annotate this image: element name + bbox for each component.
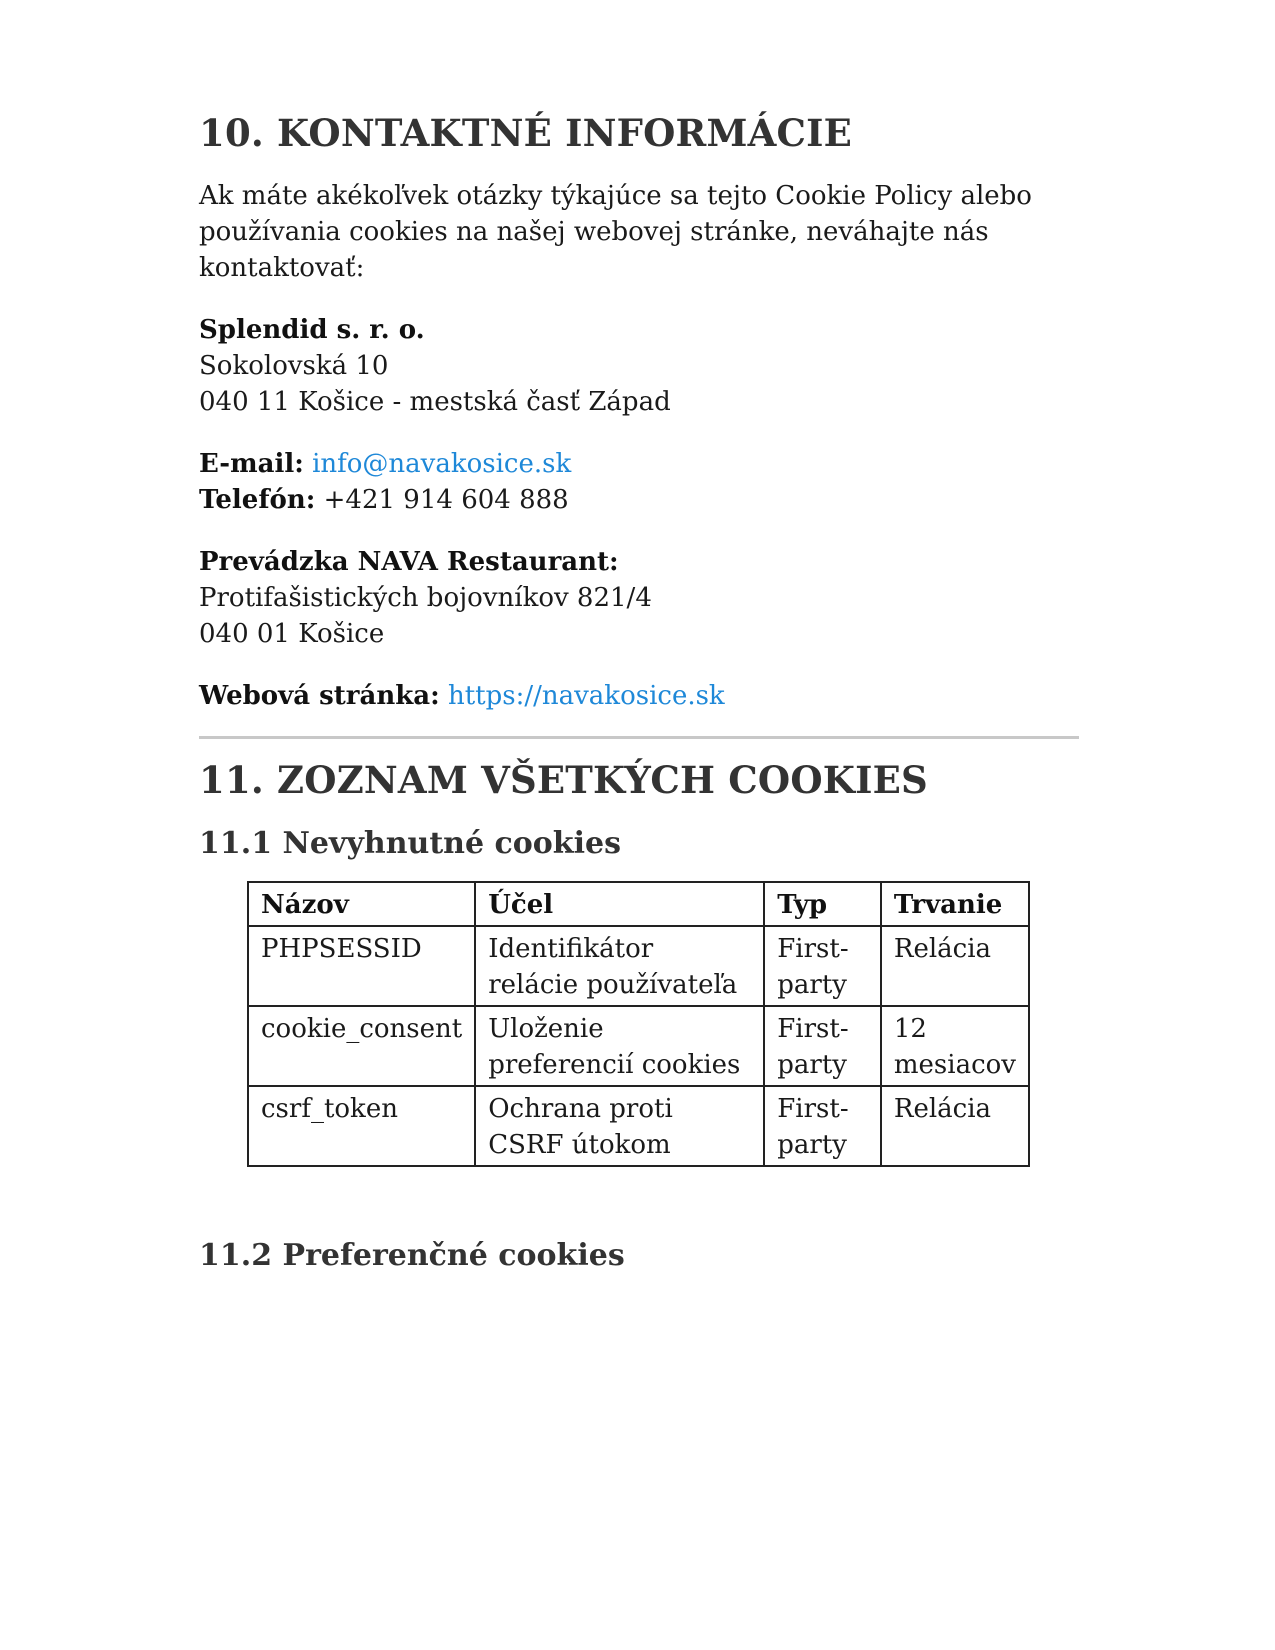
cookie-duration: Relácia [881, 926, 1029, 1006]
venue-city: 040 01 Košice [199, 619, 385, 649]
column-header-type: Typ [764, 882, 881, 926]
email-link[interactable]: info@navakosice.sk [312, 449, 572, 479]
email-label: E-mail: [199, 449, 304, 479]
phone-label: Telefón: [199, 485, 316, 515]
company-address [199, 312, 1079, 420]
cookie-purpose: Ochrana proti CSRF útokom [475, 1086, 764, 1166]
section-divider [199, 736, 1079, 739]
necessary-cookies-table [247, 881, 1030, 1167]
website-link[interactable]: https://navakosice.sk [447, 681, 725, 711]
company-street: Sokolovská 10 [199, 351, 389, 381]
cookie-name: cookie_consent [248, 1006, 475, 1086]
preference-cookies-heading: 11.2 Preferenčné cookies [199, 1238, 625, 1273]
website-label: Webová stránka: [199, 681, 440, 711]
cookie-type: First-party [764, 926, 881, 1006]
section-10-heading: 10. KONTAKTNÉ INFORMÁCIE [199, 111, 853, 155]
cookie-name: csrf_token [248, 1086, 475, 1166]
contact-details [199, 446, 1079, 518]
cookie-duration: 12 mesiacov [881, 1006, 1029, 1086]
necessary-cookies-heading: 11.1 Nevyhnutné cookies [199, 826, 621, 861]
website-line [199, 678, 1079, 714]
table-row [248, 926, 1029, 1006]
table-row [248, 1006, 1029, 1086]
cookie-purpose: Uloženie preferencií cookies [475, 1006, 764, 1086]
contact-intro: Ak máte akékoľvek otázky týkajúce sa tejto Cookie Policy alebo používania cookies na našej webovej stránke, neváhajte nás kontaktovať: [199, 181, 1032, 283]
cookie-type: First-party [764, 1006, 881, 1086]
section-11-heading: 11. ZOZNAM VŠETKÝCH COOKIES [199, 758, 928, 802]
column-header-duration: Trvanie [881, 882, 1029, 926]
document-page [199, 110, 1079, 1275]
column-header-purpose: Účel [475, 882, 764, 926]
email-line [199, 446, 1079, 482]
column-header-name: Názov [248, 882, 475, 926]
phone-line [199, 482, 1079, 518]
venue-address [199, 544, 1079, 652]
table-row [248, 1086, 1029, 1166]
venue-label: Prevádzka NAVA Restaurant: [199, 547, 619, 577]
cookie-type: First-party [764, 1086, 881, 1166]
table-header-row [248, 882, 1029, 926]
venue-street: Protifašistických bojovníkov 821/4 [199, 583, 652, 613]
phone-number: +421 914 604 888 [323, 485, 569, 515]
company-city: 040 11 Košice - mestská časť Západ [199, 387, 671, 417]
cookie-purpose: Identifikátor relácie používateľa [475, 926, 764, 1006]
cookie-name: PHPSESSID [248, 926, 475, 1006]
cookie-duration: Relácia [881, 1086, 1029, 1166]
company-name: Splendid s. r. o. [199, 315, 425, 345]
